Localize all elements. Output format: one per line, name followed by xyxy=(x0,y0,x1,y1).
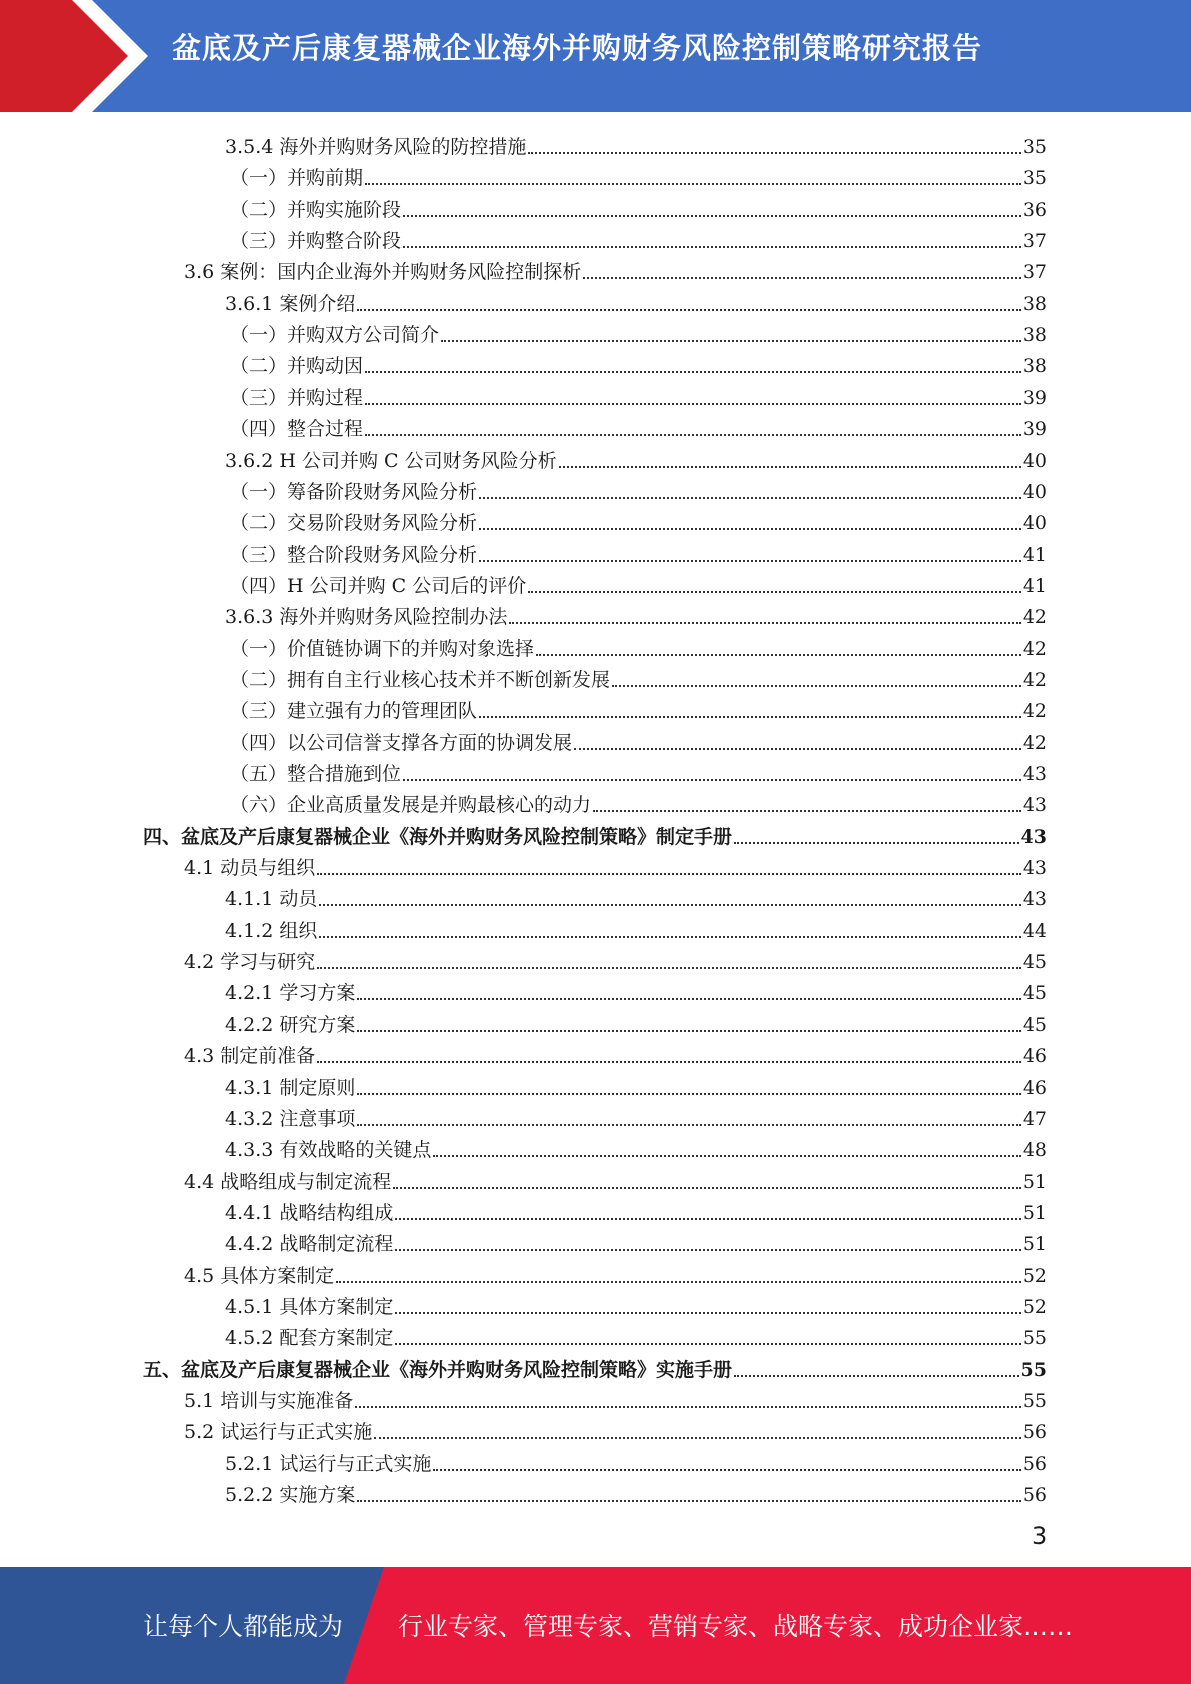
toc-entry-page: 35 xyxy=(1022,136,1047,158)
footer-slogan-right: 行业专家、管理专家、营销专家、战略专家、成功企业家…… xyxy=(398,1612,1074,1641)
toc-dot-leader xyxy=(357,1124,1020,1126)
toc-dot-leader xyxy=(357,998,1020,1000)
toc-dot-leader xyxy=(393,1187,1021,1189)
toc-entry-page: 40 xyxy=(1022,512,1047,534)
toc-entry-title: （三）并购过程 xyxy=(230,387,364,409)
toc-entry-title: （二）并购动因 xyxy=(230,355,364,377)
toc-entry[interactable] xyxy=(230,158,1047,189)
toc-dot-leader xyxy=(357,1093,1020,1095)
toc-entry-title: 3.5.4 海外并购财务风险的防控措施 xyxy=(225,136,527,158)
toc-entry[interactable] xyxy=(225,879,1047,910)
toc-entry-page: 37 xyxy=(1022,261,1047,283)
toc-dot-leader xyxy=(395,1312,1020,1314)
toc-entry-page: 38 xyxy=(1022,355,1047,377)
toc-entry[interactable] xyxy=(225,1099,1047,1130)
toc-entry-page: 47 xyxy=(1022,1108,1047,1130)
toc-entry-title: 3.6.3 海外并购财务风险控制办法 xyxy=(225,606,508,628)
toc-dot-leader xyxy=(317,873,1021,875)
toc-entry-title: 4.3.3 有效战略的关键点 xyxy=(225,1139,432,1161)
toc-entry[interactable] xyxy=(184,1162,1047,1193)
toc-entry[interactable] xyxy=(225,1130,1047,1161)
toc-entry[interactable] xyxy=(230,629,1047,660)
toc-entry-page: 45 xyxy=(1022,1014,1047,1036)
toc-dot-leader xyxy=(433,1469,1020,1471)
toc-dot-leader xyxy=(355,1406,1021,1408)
toc-entry-title: （三）建立强有力的管理团队 xyxy=(230,700,478,722)
toc-entry-title: 5.2.2 实施方案 xyxy=(225,1484,356,1506)
toc-entry-title: 4.2.2 研究方案 xyxy=(225,1014,356,1036)
toc-entry-page: 48 xyxy=(1022,1139,1047,1161)
toc-entry-title: （一）价值链协调下的并购对象选择 xyxy=(230,638,535,660)
toc-dot-leader xyxy=(357,1500,1020,1502)
toc-entry[interactable] xyxy=(184,942,1047,973)
toc-entry[interactable] xyxy=(230,190,1047,221)
toc-dot-leader xyxy=(317,967,1021,969)
toc-dot-leader xyxy=(734,1375,1019,1377)
toc-entry[interactable] xyxy=(225,127,1047,158)
toc-entry[interactable] xyxy=(230,221,1047,252)
toc-entry-title: （一）筹备阶段财务风险分析 xyxy=(230,481,478,503)
toc-entry-page: 43 xyxy=(1022,763,1047,785)
toc-entry-title: （二）并购实施阶段 xyxy=(230,199,402,221)
toc-entry-page: 43 xyxy=(1020,826,1047,848)
toc-entry[interactable] xyxy=(225,973,1047,1004)
toc-entry-page: 40 xyxy=(1022,450,1047,472)
toc-dot-leader xyxy=(365,403,1021,405)
toc-entry[interactable] xyxy=(230,785,1047,816)
toc-entry-page: 39 xyxy=(1022,418,1047,440)
toc-dot-leader xyxy=(365,371,1021,373)
toc-entry[interactable] xyxy=(225,1005,1047,1036)
toc-dot-leader xyxy=(374,1437,1021,1439)
toc-entry[interactable] xyxy=(225,1444,1047,1475)
toc-entry-title: 5.2 试运行与正式实施 xyxy=(184,1421,373,1443)
toc-entry-title: 五、盆底及产后康复器械企业《海外并购财务风险控制策略》实施手册 xyxy=(143,1359,733,1381)
toc-entry-title: 4.5.1 具体方案制定 xyxy=(225,1296,394,1318)
page-number: 3 xyxy=(1032,1522,1048,1550)
toc-entry-page: 51 xyxy=(1022,1202,1047,1224)
toc-entry[interactable] xyxy=(143,817,1047,848)
toc-entry-page: 42 xyxy=(1022,700,1047,722)
toc-dot-leader xyxy=(395,1218,1020,1220)
toc-dot-leader xyxy=(365,183,1021,185)
toc-entry-page: 52 xyxy=(1022,1296,1047,1318)
toc-entry-page: 42 xyxy=(1022,638,1047,660)
toc-entry-title: 5.2.1 试运行与正式实施 xyxy=(225,1453,432,1475)
toc-entry-page: 51 xyxy=(1022,1171,1047,1193)
toc-dot-leader xyxy=(433,1155,1020,1157)
toc-entry[interactable] xyxy=(230,409,1047,440)
toc-entry[interactable] xyxy=(225,1068,1047,1099)
toc-entry-title: 4.5 具体方案制定 xyxy=(184,1265,335,1287)
toc-dot-leader xyxy=(403,246,1021,248)
toc-entry-page: 41 xyxy=(1022,575,1047,597)
toc-entry[interactable] xyxy=(184,252,1047,283)
toc-dot-leader xyxy=(536,654,1021,656)
toc-dot-leader xyxy=(479,497,1021,499)
toc-entry-title: 3.6.2 H 公司并购 C 公司财务风险分析 xyxy=(225,450,557,472)
toc-entry-page: 56 xyxy=(1022,1453,1047,1475)
toc-entry-title: （二）交易阶段财务风险分析 xyxy=(230,512,478,534)
toc-entry[interactable] xyxy=(230,378,1047,409)
toc-entry[interactable] xyxy=(225,1475,1047,1506)
toc-entry[interactable] xyxy=(230,660,1047,691)
toc-entry[interactable] xyxy=(184,1381,1047,1412)
toc-dot-leader xyxy=(612,685,1021,687)
toc-dot-leader xyxy=(479,560,1021,562)
toc-entry-title: 4.2 学习与研究 xyxy=(184,951,316,973)
toc-dot-leader xyxy=(317,1061,1021,1063)
toc-entry-page: 42 xyxy=(1022,732,1047,754)
toc-entry-title: （五）整合措施到位 xyxy=(230,763,402,785)
toc-entry-title: 4.4.2 战略制定流程 xyxy=(225,1233,394,1255)
toc-entry-title: （三）整合阶段财务风险分析 xyxy=(230,544,478,566)
toc-dot-leader xyxy=(395,1343,1020,1345)
toc-entry-page: 37 xyxy=(1022,230,1047,252)
toc-entry-title: 5.1 培训与实施准备 xyxy=(184,1390,354,1412)
toc-entry-page: 43 xyxy=(1022,888,1047,910)
toc-entry-title: 4.3 制定前准备 xyxy=(184,1045,316,1067)
toc-dot-leader xyxy=(403,779,1021,781)
toc-entry-page: 51 xyxy=(1022,1233,1047,1255)
toc-entry[interactable] xyxy=(184,848,1047,879)
toc-entry-page: 38 xyxy=(1022,293,1047,315)
toc-dot-leader xyxy=(559,466,1021,468)
toc-entry[interactable] xyxy=(230,691,1047,722)
toc-entry-title: 四、盆底及产后康复器械企业《海外并购财务风险控制策略》制定手册 xyxy=(143,826,733,848)
toc-entry-title: 4.2.1 学习方案 xyxy=(225,982,356,1004)
toc-dot-leader xyxy=(441,340,1021,342)
toc-entry-title: 4.4.1 战略结构组成 xyxy=(225,1202,394,1224)
toc-entry-title: （六）企业高质量发展是并购最核心的动力 xyxy=(230,794,592,816)
toc-dot-leader xyxy=(336,1281,1021,1283)
toc-entry-title: 3.6.1 案例介绍 xyxy=(225,293,356,315)
toc-entry[interactable] xyxy=(225,1193,1047,1224)
toc-entry-page: 56 xyxy=(1022,1421,1047,1443)
report-title: 盆底及产后康复器械企业海外并购财务风险控制策略研究报告 xyxy=(172,31,983,65)
toc-entry-page: 41 xyxy=(1022,544,1047,566)
toc-entry-page: 42 xyxy=(1022,669,1047,691)
toc-entry-page: 36 xyxy=(1022,199,1047,221)
toc-entry-page: 39 xyxy=(1022,387,1047,409)
toc-entry-page: 44 xyxy=(1022,920,1047,942)
toc-entry[interactable] xyxy=(230,566,1047,597)
toc-entry-title: 4.5.2 配套方案制定 xyxy=(225,1327,394,1349)
toc-entry[interactable] xyxy=(230,346,1047,377)
toc-dot-leader xyxy=(319,936,1020,938)
toc-entry[interactable] xyxy=(225,441,1047,472)
toc-dot-leader xyxy=(357,309,1020,311)
toc-entry-title: 3.6 案例：国内企业海外并购财务风险控制探析 xyxy=(184,261,582,283)
toc-entry-title: （二）拥有自主行业核心技术并不断创新发展 xyxy=(230,669,611,691)
toc-entry[interactable] xyxy=(230,315,1047,346)
toc-dot-leader xyxy=(593,810,1021,812)
toc-entry-title: （一）并购前期 xyxy=(230,167,364,189)
toc-entry-page: 45 xyxy=(1022,982,1047,1004)
toc-entry-page: 40 xyxy=(1022,481,1047,503)
toc-dot-leader xyxy=(357,1030,1020,1032)
toc-entry-page: 55 xyxy=(1022,1327,1047,1349)
toc-entry[interactable] xyxy=(225,1224,1047,1255)
toc-entry-title: （四）H 公司并购 C 公司后的评价 xyxy=(230,575,527,597)
toc-dot-leader xyxy=(319,904,1020,906)
toc-entry-page: 56 xyxy=(1022,1484,1047,1506)
toc-entry[interactable] xyxy=(230,723,1047,754)
toc-dot-leader xyxy=(574,748,1021,750)
toc-dot-leader xyxy=(509,622,1020,624)
toc-entry[interactable] xyxy=(225,911,1047,942)
toc-dot-leader xyxy=(395,1249,1020,1251)
toc-dot-leader xyxy=(403,215,1021,217)
toc-entry-page: 52 xyxy=(1022,1265,1047,1287)
toc-entry-page: 35 xyxy=(1022,167,1047,189)
page-footer xyxy=(0,1567,1191,1684)
toc-entry-page: 55 xyxy=(1022,1390,1047,1412)
toc-entry[interactable] xyxy=(225,597,1047,628)
toc-entry[interactable] xyxy=(143,1350,1047,1381)
toc-entry[interactable] xyxy=(230,472,1047,503)
toc-entry-page: 38 xyxy=(1022,324,1047,346)
toc-entry-title: 4.3.2 注意事项 xyxy=(225,1108,356,1130)
toc-dot-leader xyxy=(528,591,1021,593)
toc-entry[interactable] xyxy=(184,1412,1047,1443)
toc-entry[interactable] xyxy=(184,1036,1047,1067)
toc-dot-leader xyxy=(365,434,1021,436)
toc-entry[interactable] xyxy=(225,1287,1047,1318)
toc-entry[interactable] xyxy=(230,503,1047,534)
toc-entry[interactable] xyxy=(225,1318,1047,1349)
toc-entry-page: 46 xyxy=(1022,1077,1047,1099)
toc-entry-title: 4.4 战略组成与制定流程 xyxy=(184,1171,392,1193)
toc-dot-leader xyxy=(734,842,1019,844)
page-header xyxy=(0,0,1191,112)
toc-entry-title: 4.1.2 组织 xyxy=(225,920,318,942)
footer-slogan-left: 让每个人都能成为 xyxy=(143,1612,344,1641)
toc-dot-leader xyxy=(479,716,1021,718)
toc-entry[interactable] xyxy=(230,754,1047,785)
toc-dot-leader xyxy=(583,277,1021,279)
toc-entry-page: 43 xyxy=(1022,857,1047,879)
toc-entry-title: （一）并购双方公司简介 xyxy=(230,324,440,346)
toc-dot-leader xyxy=(479,528,1021,530)
toc-entry-title: 4.3.1 制定原则 xyxy=(225,1077,356,1099)
toc-entry[interactable] xyxy=(225,284,1047,315)
toc-entry-page: 43 xyxy=(1022,794,1047,816)
toc-entry-page: 42 xyxy=(1022,606,1047,628)
toc-entry-page: 46 xyxy=(1022,1045,1047,1067)
toc-entry-title: 4.1 动员与组织 xyxy=(184,857,316,879)
toc-entry-page: 55 xyxy=(1020,1359,1047,1381)
toc-entry-title: （四）整合过程 xyxy=(230,418,364,440)
toc-entry-title: （三）并购整合阶段 xyxy=(230,230,402,252)
toc-dot-leader xyxy=(528,152,1020,154)
toc-entry[interactable] xyxy=(184,1256,1047,1287)
toc-entry-title: 4.1.1 动员 xyxy=(225,888,318,910)
toc-entry-title: （四）以公司信誉支撑各方面的协调发展 xyxy=(230,732,573,754)
toc-entry-page: 45 xyxy=(1022,951,1047,973)
toc-entry[interactable] xyxy=(230,535,1047,566)
